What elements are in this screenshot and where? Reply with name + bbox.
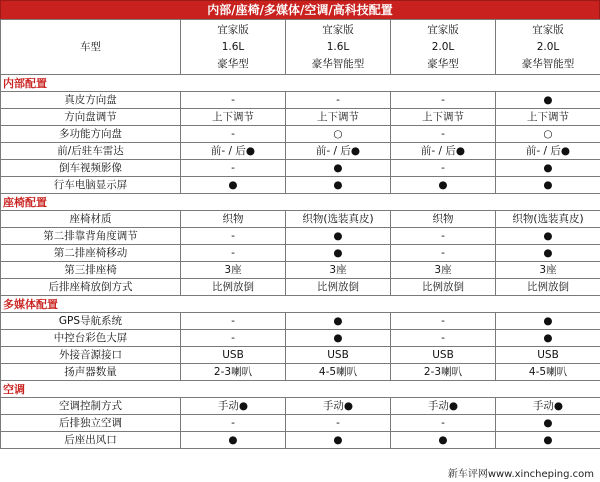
table-row [1, 109, 600, 126]
model-header-3 [391, 20, 496, 75]
table-row [1, 364, 600, 381]
model-4-engine: 2.0L [536, 40, 560, 53]
row-value-model-2: - [286, 92, 391, 109]
section-header-row [1, 75, 600, 92]
row-value-model-2: 织物(选装真皮) [286, 211, 391, 228]
row-value-model-1: ● [181, 177, 286, 194]
row-value-model-2: ○ [286, 126, 391, 143]
row-value-model-2: 前- / 后● [286, 143, 391, 160]
table-row [1, 279, 600, 296]
row-value-model-1: - [181, 330, 286, 347]
model-3-engine: 2.0L [431, 40, 455, 53]
row-value-model-3: 比例放倒 [391, 279, 496, 296]
row-value-model-4: ● [496, 313, 600, 330]
row-label: 座椅材质 [1, 211, 181, 228]
table-row [1, 143, 600, 160]
row-value-model-4: ● [496, 92, 600, 109]
header-label: 车型 [1, 20, 181, 75]
row-value-model-3: 手动● [391, 398, 496, 415]
model-1-engine: 1.6L [221, 40, 245, 53]
row-label: 第二排座椅移动 [1, 245, 181, 262]
row-value-model-3: ● [391, 432, 496, 449]
row-value-model-4: ● [496, 177, 600, 194]
table-row [1, 211, 600, 228]
spec-table-body [1, 20, 600, 449]
row-value-model-2: ● [286, 313, 391, 330]
row-label: 外接音源接口 [1, 347, 181, 364]
row-label: 后座出风口 [1, 432, 181, 449]
model-4-edition: 宜家版 [532, 23, 564, 36]
row-label: 第三排座椅 [1, 262, 181, 279]
model-4-trim: 豪华智能型 [521, 57, 575, 70]
table-title: 内部/座椅/多媒体/空调/高科技配置 [0, 0, 600, 20]
table-row [1, 126, 600, 143]
row-value-model-4: 手动● [496, 398, 600, 415]
row-value-model-1: 前- / 后● [181, 143, 286, 160]
row-value-model-4: ● [496, 415, 600, 432]
section-title: 多媒体配置 [1, 296, 600, 313]
row-label: GPS导航系统 [1, 313, 181, 330]
row-value-model-4: 3座 [496, 262, 600, 279]
model-2-engine: 1.6L [326, 40, 350, 53]
row-value-model-2: 上下调节 [286, 109, 391, 126]
table-row [1, 262, 600, 279]
row-value-model-3: 织物 [391, 211, 496, 228]
model-3-edition: 宜家版 [427, 23, 459, 36]
row-value-model-1: - [181, 160, 286, 177]
row-value-model-4: 前- / 后● [496, 143, 600, 160]
section-title: 内部配置 [1, 75, 600, 92]
table-row [1, 92, 600, 109]
row-value-model-1: 3座 [181, 262, 286, 279]
row-value-model-2: USB [286, 347, 391, 364]
row-value-model-1: 织物 [181, 211, 286, 228]
row-label: 后排座椅放倒方式 [1, 279, 181, 296]
row-value-model-1: 2-3喇叭 [181, 364, 286, 381]
row-value-model-3: - [391, 330, 496, 347]
site-watermark: 新车评网www.xincheping.com [446, 465, 596, 480]
row-value-model-1: 上下调节 [181, 109, 286, 126]
table-row [1, 245, 600, 262]
row-value-model-3: 前- / 后● [391, 143, 496, 160]
row-value-model-4: USB [496, 347, 600, 364]
row-value-model-4: ● [496, 330, 600, 347]
row-label: 空调控制方式 [1, 398, 181, 415]
row-value-model-1: - [181, 92, 286, 109]
row-value-model-2: ● [286, 228, 391, 245]
model-2-edition: 宜家版 [322, 23, 354, 36]
table-row [1, 177, 600, 194]
row-value-model-4: ○ [496, 126, 600, 143]
row-value-model-3: - [391, 160, 496, 177]
row-value-model-2: ● [286, 245, 391, 262]
row-label: 第二排靠背角度调节 [1, 228, 181, 245]
row-value-model-3: - [391, 245, 496, 262]
row-value-model-4: 织物(选装真皮) [496, 211, 600, 228]
row-value-model-2: ● [286, 330, 391, 347]
row-value-model-2: 手动● [286, 398, 391, 415]
row-value-model-1: - [181, 313, 286, 330]
model-1-edition: 宜家版 [217, 23, 249, 36]
row-label: 方向盘调节 [1, 109, 181, 126]
row-value-model-1: ● [181, 432, 286, 449]
row-value-model-4: ● [496, 228, 600, 245]
row-value-model-3: - [391, 415, 496, 432]
table-row [1, 347, 600, 364]
row-value-model-4: 4-5喇叭 [496, 364, 600, 381]
row-value-model-4: ● [496, 245, 600, 262]
row-label: 中控台彩色大屏 [1, 330, 181, 347]
row-value-model-1: USB [181, 347, 286, 364]
row-value-model-2: - [286, 415, 391, 432]
model-header-2 [286, 20, 391, 75]
row-label: 多功能方向盘 [1, 126, 181, 143]
section-header-row [1, 194, 600, 211]
row-label: 真皮方向盘 [1, 92, 181, 109]
row-value-model-1: 手动● [181, 398, 286, 415]
table-row [1, 160, 600, 177]
row-value-model-3: ● [391, 177, 496, 194]
table-row [1, 398, 600, 415]
row-label: 前/后驻车雷达 [1, 143, 181, 160]
row-value-model-1: 比例放倒 [181, 279, 286, 296]
row-label: 倒车视频影像 [1, 160, 181, 177]
row-value-model-2: 比例放倒 [286, 279, 391, 296]
row-label: 扬声器数量 [1, 364, 181, 381]
model-header-4 [496, 20, 600, 75]
table-row [1, 228, 600, 245]
row-value-model-3: USB [391, 347, 496, 364]
table-row [1, 313, 600, 330]
row-value-model-2: ● [286, 160, 391, 177]
row-value-model-4: 比例放倒 [496, 279, 600, 296]
spec-table [0, 19, 600, 449]
section-title: 座椅配置 [1, 194, 600, 211]
row-value-model-3: - [391, 92, 496, 109]
row-value-model-4: ● [496, 160, 600, 177]
row-value-model-3: 3座 [391, 262, 496, 279]
section-title: 空调 [1, 381, 600, 398]
model-1-trim: 豪华型 [217, 57, 249, 70]
row-value-model-2: 3座 [286, 262, 391, 279]
section-header-row [1, 381, 600, 398]
row-value-model-1: - [181, 245, 286, 262]
row-value-model-1: - [181, 228, 286, 245]
table-row [1, 415, 600, 432]
table-row [1, 432, 600, 449]
row-value-model-1: - [181, 415, 286, 432]
row-value-model-3: - [391, 126, 496, 143]
row-value-model-1: - [181, 126, 286, 143]
section-header-row [1, 296, 600, 313]
row-label: 行车电脑显示屏 [1, 177, 181, 194]
header-row [1, 20, 600, 75]
row-label: 后排独立空调 [1, 415, 181, 432]
row-value-model-3: - [391, 313, 496, 330]
row-value-model-3: 上下调节 [391, 109, 496, 126]
table-row [1, 330, 600, 347]
row-value-model-2: ● [286, 432, 391, 449]
model-header-1 [181, 20, 286, 75]
row-value-model-2: 4-5喇叭 [286, 364, 391, 381]
model-2-trim: 豪华智能型 [311, 57, 365, 70]
row-value-model-2: ● [286, 177, 391, 194]
row-value-model-4: ● [496, 432, 600, 449]
row-value-model-3: - [391, 228, 496, 245]
row-value-model-4: 上下调节 [496, 109, 600, 126]
row-value-model-3: 2-3喇叭 [391, 364, 496, 381]
model-3-trim: 豪华型 [427, 57, 459, 70]
